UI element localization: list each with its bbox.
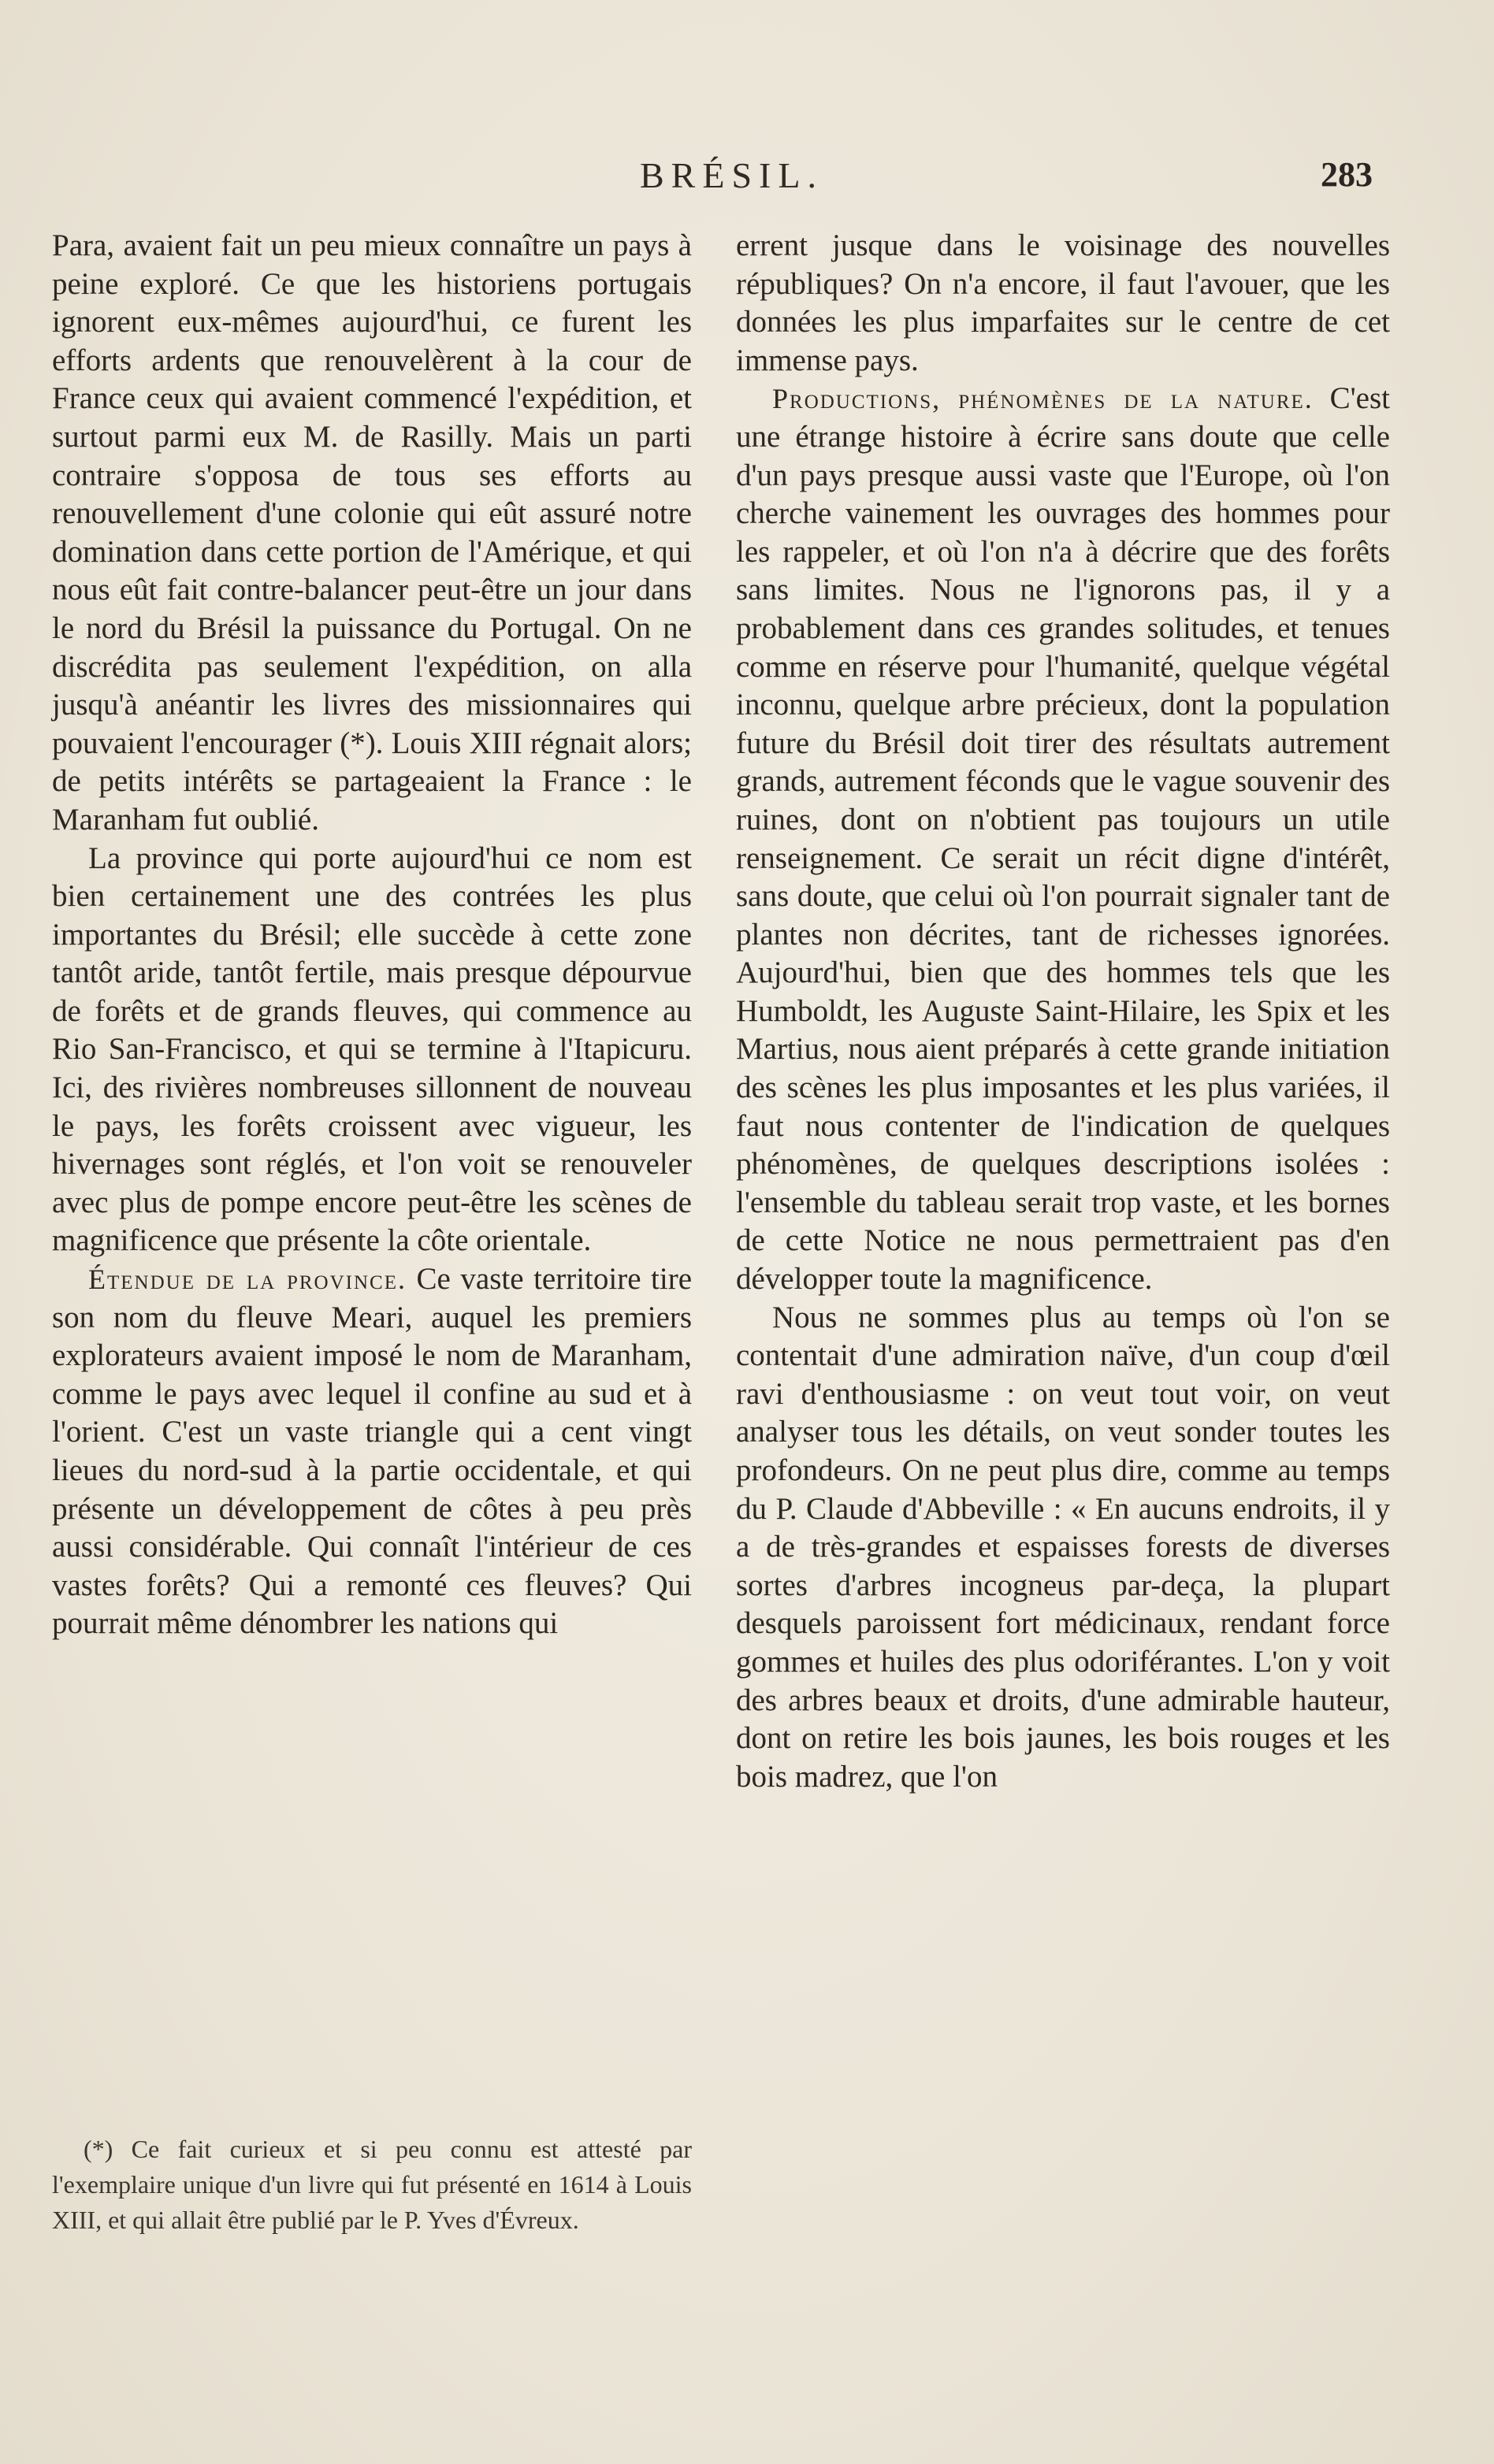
paragraph: errent jusque dans le voisinage des nouvelles républiques? On n'a encore, il faut l'avouer, que les données les plus imparfaites sur le centre de cet immense pays. [736, 228, 1390, 377]
left-column [52, 227, 692, 1643]
paragraph: La province qui porte aujourd'hui ce nom est bien certainement une des contrées les plus importantes du Brésil; elle succède à cette zone tantôt aride, tantôt fertile, mais presque dépourvue de forêts et de grands fleuves, qui commence au Rio San-Francisco, et qui se termine à l'Itapicuru. Ici, des rivières nombreuses sillonnent de nouveau le pays, les forêts croissent avec vigueur, les hivernages sont réglés, et l'on voit se renouveler avec plus de pompe encore peut-être les scènes de magnificence que présente la côte orientale. [52, 841, 692, 1258]
paragraph-body: C'est une étrange histoire à écrire sans doute que celle d'un pays presque aussi vaste que l'Europe, où l'on cherche vainement les ouvrages des hommes pour les rappeler, et où l'on n'a à décrire que des forêts sans limites. Nous ne l'ignorons pas, il y a probablement dans ces grandes solitudes, et tenues comme en réserve pour l'humanité, quelque végétal inconnu, quelque arbre précieux, dont la population future du Brésil doit tirer des résultats autrement grands, autrement féconds que le vague souvenir des ruines, dont on n'obtient pas toujours un utile renseignement. Ce serait un récit digne d'intérêt, sans doute, que celui où l'on pourrait signaler tant de plantes non décrites, tant de richesses ignorées. Aujourd'hui, bien que des hommes tels que les Humboldt, les Auguste Saint-Hilaire, les Spix et les Martius, nous aient préparés à cette grande initiation des scènes les plus imposantes et les plus variées, il faut nous contenter de l'indication de quelques phénomènes, de quelques descriptions isolées : l'ensemble du tableau serait trop vaste, et les bornes de cette Notice ne nous permettraient pas d'en développer toute la magnificence. [736, 381, 1391, 1297]
running-head [0, 154, 1494, 202]
paragraph-body: Ce vaste territoire tire son nom du fleuve Meari, auquel les premiers explorateurs avaient imposé le nom de Maranham, comme le pays avec lequel il confine au sud et à l'orient. C'est un vaste triangle qui a cent vingt lieues du nord-sud à la partie occidentale, et qui présente un développement de côtes à peu près aussi considérable. Qui connaît l'intérieur de ces vastes forêts? Qui a remonté ces fleuves? Qui pourrait même dénombrer les nations qui [52, 1262, 693, 1641]
paragraph [736, 380, 1390, 1298]
right-column [736, 227, 1390, 1796]
section-heading: Productions, phénomènes de la nature. [772, 383, 1314, 415]
running-title: BRÉSIL. [640, 155, 823, 195]
paragraph: Nous ne sommes plus au temps où l'on se contentait d'une admiration naïve, d'un coup d'œil ravi d'enthousiasme : on veut tout voir, on veut analyser tous les détails, on veut sonder toutes les profondeurs. On ne peut plus dire, comme au temps du P. Claude d'Abbeville : « En aucuns endroits, il y a de très-grandes et espaisses forests de diverses sortes d'arbres incogneus par-deça, la plupart desquels paroissent fort médicinaux, rendant force gommes et huiles des plus odoriférantes. L'on y voit des arbres beaux et droits, d'une admirable hauteur, dont on retire les bois jaunes, les bois rouges et les bois madrez, que l'on [736, 1300, 1390, 1794]
footnote [52, 2132, 692, 2238]
paragraph: Para, avaient fait un peu mieux connaître un pays à peine exploré. Ce que les historiens portugais ignorent eux-mêmes aujourd'hui, ce furent les efforts ardents que renouvelèrent à la cour de France ceux qui avaient commencé l'expédition, et surtout parmi eux M. de Rasilly. Mais un parti contraire s'opposa de tous ses efforts au renouvellement d'une colonie qui eût assuré notre domination dans cette portion de l'Amérique, et qui nous eût fait contre-balancer peut-être un jour dans le nord du Brésil la puissance du Portugal. On ne discrédita pas seulement l'expédition, on alla jusqu'à anéantir les livres des missionnaires qui pouvaient l'encourager (*). Louis XIII régnait alors; de petits intérêts se partageaient la France : le Maranham fut oublié. [52, 228, 692, 837]
section-heading: Étendue de la province. [88, 1264, 407, 1296]
page-number: 283 [1321, 155, 1373, 194]
paragraph [52, 1260, 692, 1643]
footnote-text: (*) Ce fait curieux et si peu connu est attesté par l'exemplaire unique d'un livre qui fut présenté en 1614 à Louis XIII, et qui allait être publié par le P. Yves d'Évreux. [52, 2135, 692, 2234]
